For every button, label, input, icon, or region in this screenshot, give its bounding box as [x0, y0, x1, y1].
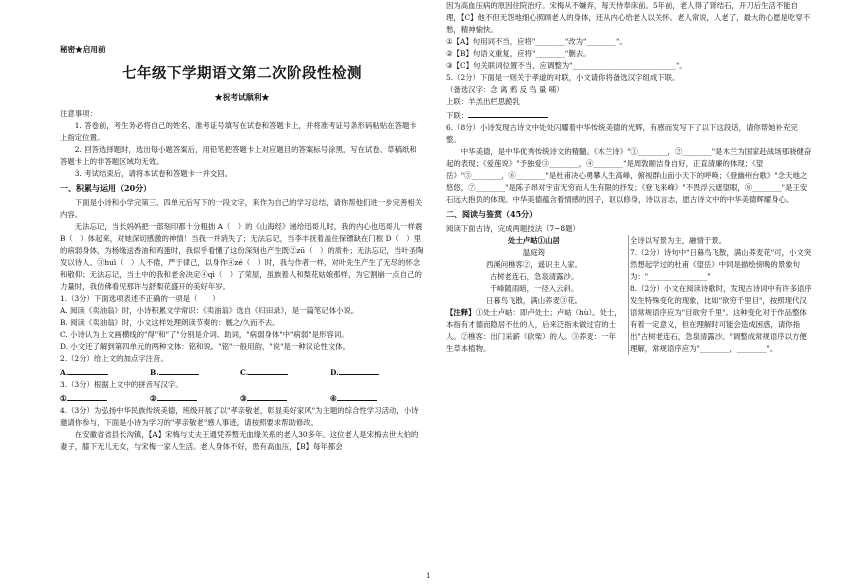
section-1-intro: 下面是小诗和小学完第三、四单元后写下的一段文字，来作为自己的学习总结，请你帮他们进一步完善相关内容。	[60, 198, 423, 220]
fix-c: ③【C】句关联词位置不当，应调整为"____________________________"。	[446, 60, 687, 70]
poem-line: 千峰随雨暗，一径入云斜。	[489, 283, 579, 293]
question-6: 6.（8分）小诗发现古诗文中处处闪耀着中华传统美德的光辉，有感而发写下了以下这段话，请你帮她补充完整。	[446, 122, 798, 144]
poem-notes: 【注释】①处士卢岵：即卢处士；卢岵（hù）。处士，本指有才德而隐居不仕的人，后来泛指未做过官的士人。②樵客：出门采薪（砍柴）的人。③荞麦：一年生草本植物。	[446, 307, 622, 353]
poem-questions	[630, 235, 812, 355]
note-1: 1. 答卷前，考生务必将自己的姓名、准考证号填写在试卷和答题卡上，并将准考证号条形码粘贴在答题卡上指定位置。	[60, 121, 417, 143]
fix-a: ①【A】句用词不当，应将"________"改为"________"。	[446, 36, 627, 46]
section-1-heading: 一、积累与运用（20分）	[60, 183, 152, 194]
question-1-option-c: C. 小诗认为上文画横线的"得"和"了"分别是介词、助词，"病弱身体"中"病弱"是形容词。	[60, 330, 349, 340]
question-8: 8.（2分）小文在阅读诗歌时，发现古诗词中有许多语序发生特殊变化的现象，比如"欲穷千里目"，按照现代汉语常规语序应为"目欲穷千里"。这种变化对于作品整体有着一定意义，但在理解时可能会造成困惑，请你指出"古树老连石，急泉清露沙。"调整成常规语序以方便理解，常规语序应为"________，________"。	[630, 283, 812, 353]
section-2-intro: 阅读下面古诗，完成两题技法（7~8题）	[446, 223, 580, 233]
question-5-chars: （备选汉字：念 离 鸦 反 鸟 量 哺）	[446, 84, 564, 94]
blank-option[interactable]: ①	[60, 391, 150, 405]
question-1: 1.（3分）下面选项表述不正确的一项是（ ）	[60, 294, 220, 304]
passage-paragraph: 无法忘记，当长妈妈把一部刻印都十分粗拙 A（ ）的《山海经》递给迅哥儿时，我的内心也迅哥儿一样震 B（ ）体起来，对她深切感激的神情！当我一并消失了；无法忘记，当李丰抚着盖住保镖缺在门框 D（ ）里的病弱身体，为杨缘送香油和鸡蛋时，我似乎看懂了这份深刻也产生既②zū（ ）的质朴；无法忘记，当叶圣陶发以待人、③huì（ ）人不倦，严于律己，以身作④zé（ ）时，我与作者一样，对叶先生产生了无尽的怀念和敬仰；无法忘记，当土中的我和老舍决定④qì（ ）了荣屋，虽族着人和梨花姑娘那样，为它割崩一点自己的力量时，我仿佛看见那许与舒梨花盛开的美好年岁。	[60, 222, 424, 292]
question-5: 5.（2分）下面是一则关于孝道的对联，小文请你将备选汉字组成下联。	[446, 72, 680, 82]
question-3: 3.（3分）根据上文中的拼音写汉字。	[60, 380, 183, 390]
page-title: 七年级下学期语文第二次阶段性检测	[122, 65, 362, 83]
blank-option[interactable]: ②	[150, 391, 240, 405]
story-part-2: 因为高血压病的原因住院治疗。宋梅从不嫌弃，每天侍奉床前。5年前，老人得了肾结石，开刀后生活不能自理，【C】他不但无怨地细心照顾老人的身体，还从内心给老人以关怀。老人常说，人老了，最大的心愿是吃穿不愁，精神愉快。	[446, 1, 811, 34]
page-number: 1	[426, 572, 431, 580]
question-2-blanks	[60, 365, 424, 379]
left-column	[60, 0, 424, 453]
story-part-1: 在安徽省省县长沟镇，【A】宋梅与丈夫王通凭养赘无血缘关系的老人30多年。这位老人是宋梅去世大伯的妻子，膝下无儿无女，与宋梅一家人生活。老人身体不好，患有高血压，【B】每年都会	[60, 429, 419, 451]
secret-label: 秘密★启用前	[60, 45, 106, 54]
question-2: 2.（2分）给上文的加点字注音。	[60, 354, 168, 364]
question-7: 7.（2分）诗句中"日暮鸟飞散，满山荞麦花"可，小文突然想起学过的杜甫《望岳》中同是描绘傍晚的景象句为："________________"	[630, 247, 812, 281]
poem-title: 处士卢岵①山居	[508, 235, 560, 245]
couplet-blank[interactable]	[468, 108, 548, 118]
essay-paragraph: 中华美德，是中华优秀传统诗文的精髓。《木兰诗》"①________，②________"是木兰为国家赴战场那骁健奋起的表现；《爱莲说》"予独爱③________，④________"是周敦颐洁身自好，正直清廉的体现；《望岳》"⑤________，⑥________"是杜甫决心勇攀人生高峰，俯视群山而小天下的呼唤；《登幽州台歌》"念天地之悠悠，⑦________"是陈子昂对宇宙无穷而人生有限的抒发；《登飞来峰》"不畏浮云遮望眼，⑧________"是王安石远大抱负的体现。中华美德蕴含着情感的因子，讴以修身，诗以言志，愿古诗文中的中华美德辉耀身心。	[446, 146, 812, 204]
blank-option[interactable]: C.	[240, 365, 330, 379]
blank-option[interactable]: A.	[60, 365, 150, 379]
poem-area	[446, 235, 812, 445]
note-3: 3. 考试结束后，请将本试卷和答题卡一并交回。	[74, 169, 233, 179]
blank-option[interactable]: ④	[330, 391, 420, 405]
question-1-option-d: D. 小文还了解到第四单元的两种文体：铭和说。"铭"一般用韵，"说"是一种议论性文体。	[60, 342, 351, 352]
couplet-lower: 下联：	[446, 108, 812, 122]
poem-remark: 全诗以写景为主，融情于景。	[630, 235, 727, 245]
poem-line: 日暮鸟飞散，满山荞麦③花。	[485, 295, 583, 305]
question-1-option-b: B. 阅读《卖油翁》时，小文这样处理朗读节奏的：厩之/久而不去。	[60, 318, 280, 328]
question-4: 4.（3分）为弘扬中华民族传统美德，班级开展了以"孝亲敬老，彰显美好家风"为主题的综合性学习活动，小诗邀请你参与，下面是小诗为学习的"孝亲敬老"感人事迹，请按照要求帮助修改。	[60, 406, 419, 427]
right-column	[446, 0, 812, 445]
poem-line: 西溪问樵客②，遥识主人家。	[485, 259, 583, 269]
wish-line: ★祝考试顺利★	[214, 92, 270, 102]
poem-line: 古树老连石，急泉清露沙。	[489, 271, 579, 281]
couplet-upper: 上联：羊羔出栏思跪乳	[446, 96, 520, 106]
blank-option[interactable]: D.	[330, 365, 420, 379]
blank-option[interactable]: B.	[150, 365, 240, 379]
poem-author: 温庭筠	[522, 247, 546, 257]
notes-label: 注意事项：	[60, 109, 97, 119]
question-1-option-a: A. 阅读《卖油翁》时，小诗积累文学常识：《卖油翁》选自《归田录》，是一篇笔记体小说。	[60, 306, 359, 316]
fix-b: ②【B】句语义重复，应将"________"删去。	[446, 48, 591, 58]
blank-option[interactable]: ③	[240, 391, 330, 405]
note-2: 2. 回答选择题时，选出每小题答案后，用铅笔把答题卡上对应题目的答案标号涂黑，写在试卷、草稿纸和答题卡上的非答题区域均无效。	[60, 145, 417, 167]
question-3-blanks	[60, 391, 424, 405]
poem-box	[446, 235, 629, 355]
section-2-heading: 二、阅读与鉴赏（45分）	[446, 208, 538, 219]
